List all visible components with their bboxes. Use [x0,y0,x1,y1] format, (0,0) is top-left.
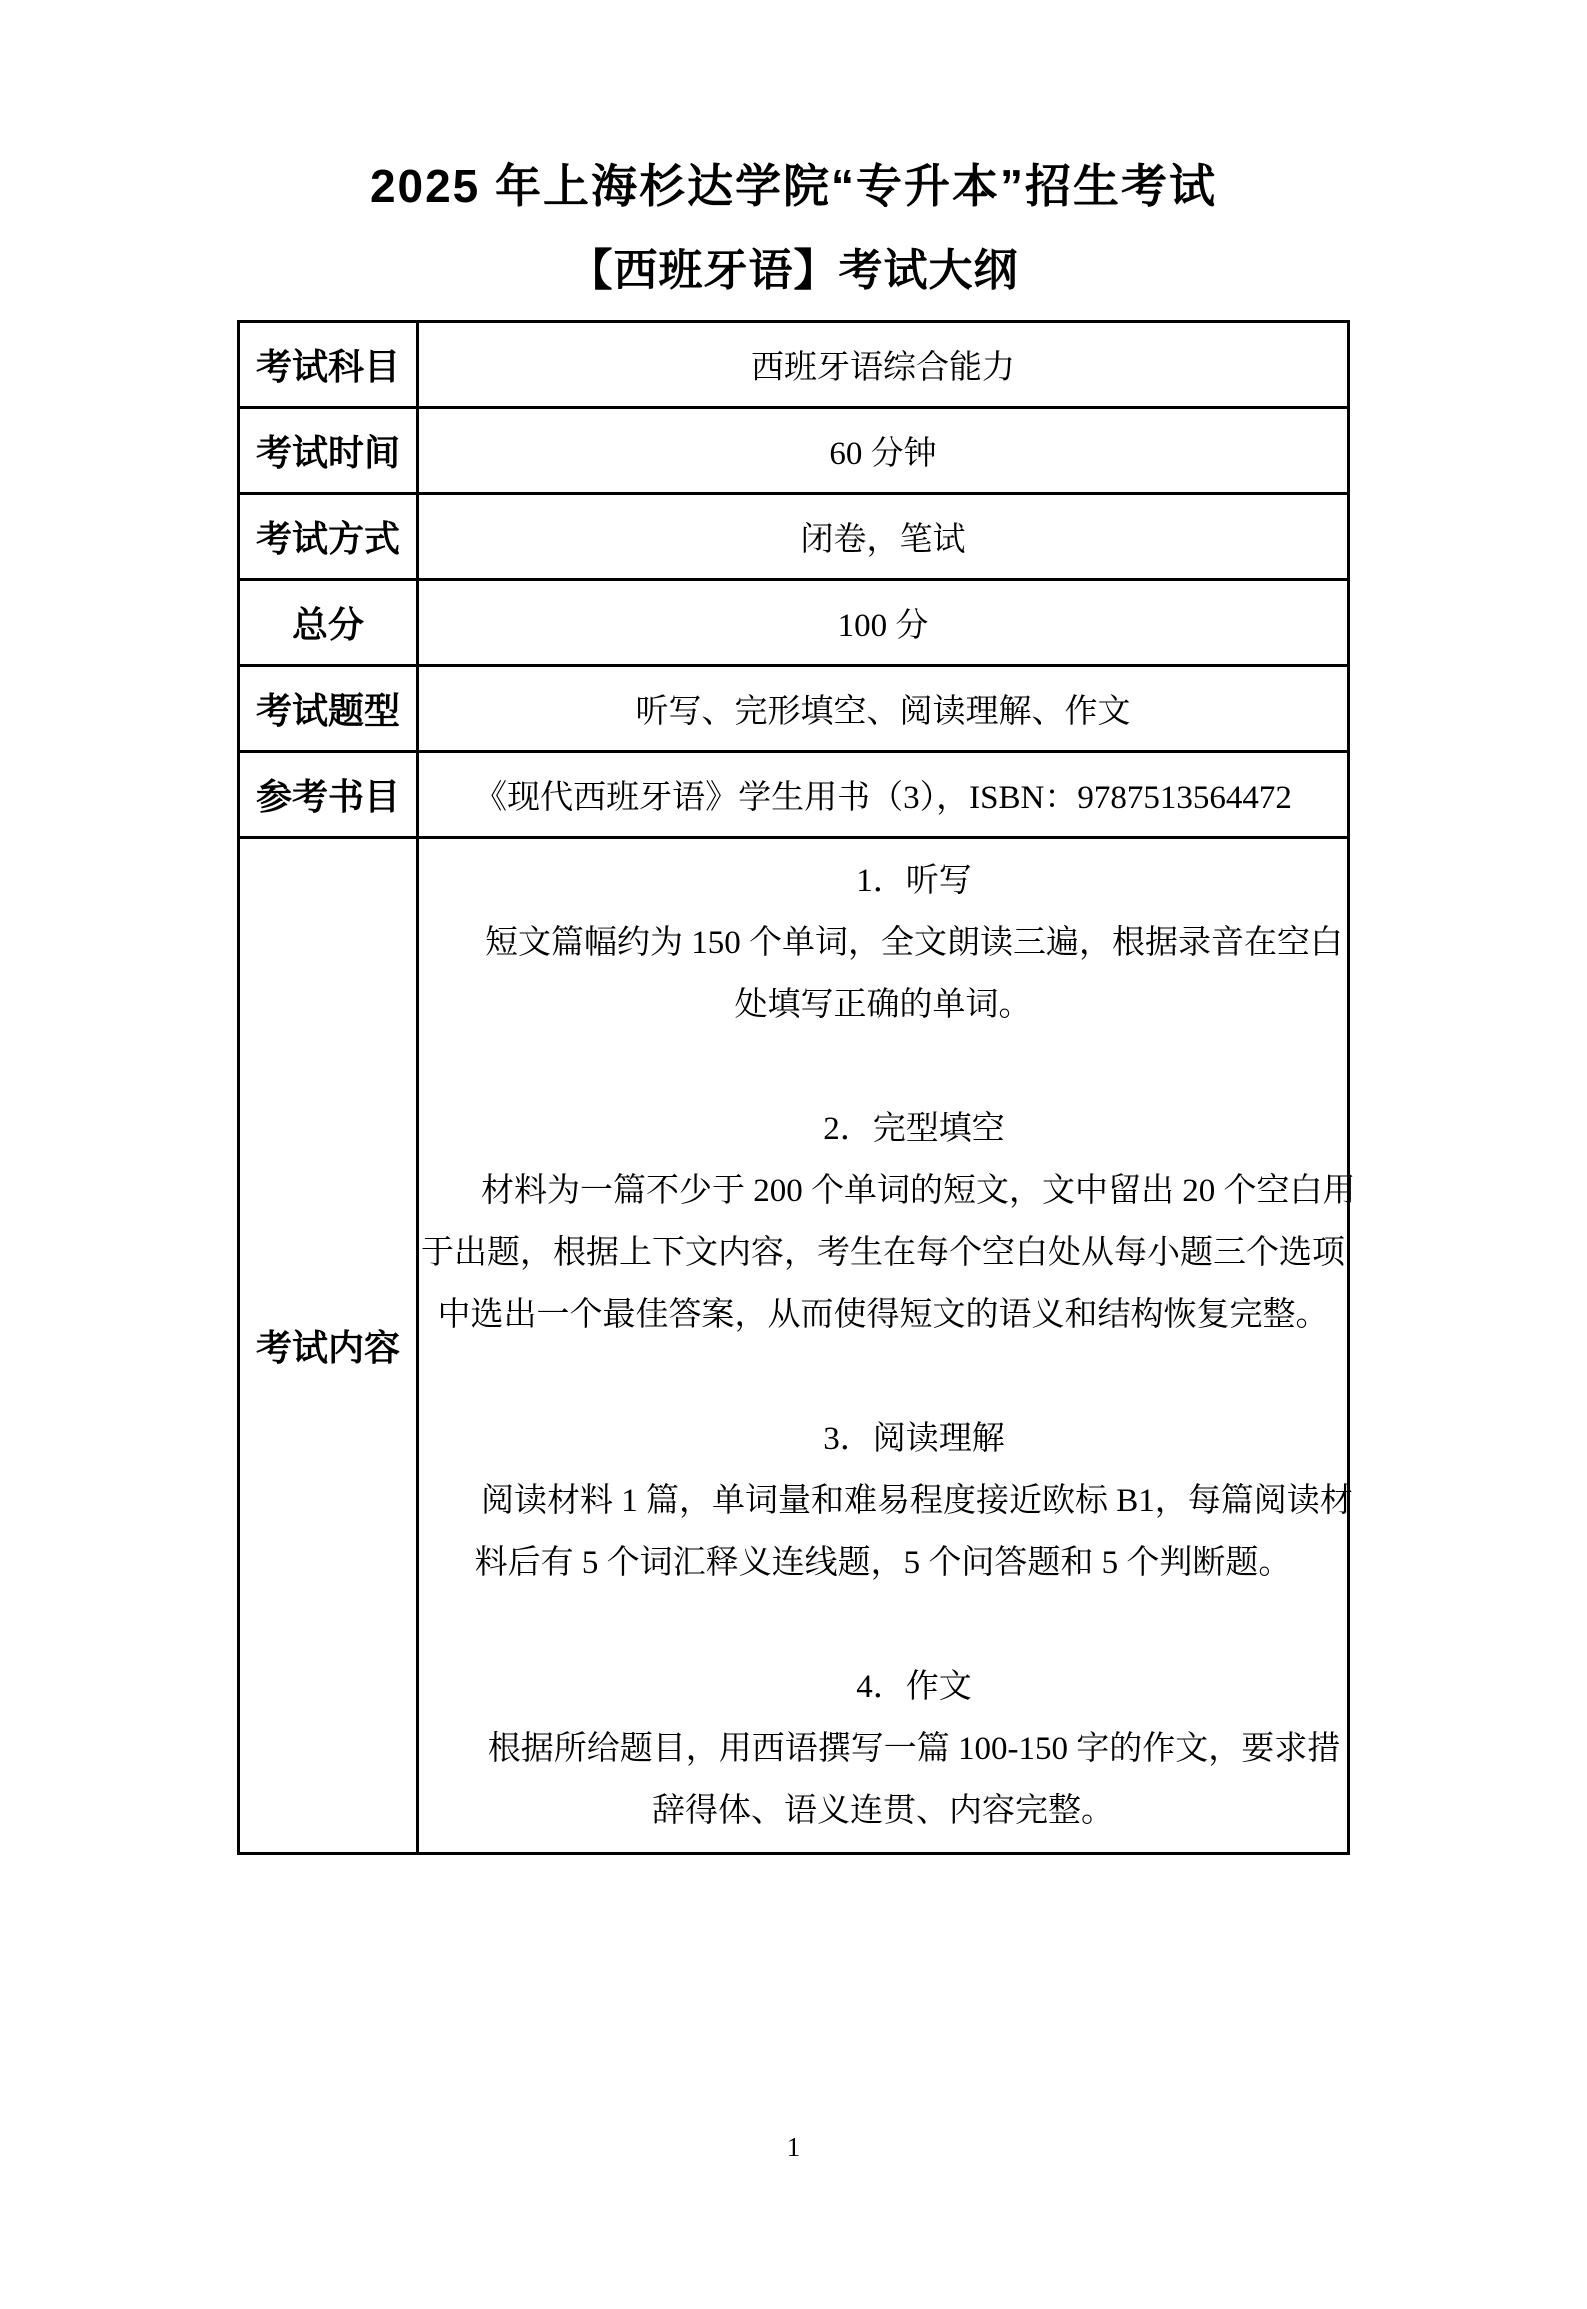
table-row-total-score [239,580,1349,666]
blank-line [419,1346,1347,1408]
exam-content-cell [418,838,1356,1854]
row-label-reference-books: 参考书目 [239,752,418,838]
section-4-heading: 4．作文 [856,1668,972,1705]
row-value-total-score: 100 分 [418,580,1349,666]
table-row-duration [239,408,1349,494]
row-value-subject: 西班牙语综合能力 [418,322,1349,408]
row-value-question-types: 听写、完形填空、阅读理解、作文 [418,666,1349,752]
table-row-format [239,494,1349,580]
row-label-subject: 考试科目 [239,322,418,408]
exam-info-table [237,320,1356,1855]
section-1-line: 处填写正确的单词。 [734,986,1032,1023]
row-label-total-score: 总分 [239,580,418,666]
table-row-exam-content [239,838,1349,1854]
section-2-heading: 2．完型填空 [823,1110,1005,1147]
section-3-line: 料后有 5 个词汇释义连线题，5 个问答题和 5 个判断题。 [474,1544,1292,1581]
section-3-heading: 3．阅读理解 [823,1420,1005,1457]
row-label-duration: 考试时间 [239,408,418,494]
section-4-line: 根据所给题目，用西语撰写一篇 100-150 字的作文，要求措 [487,1730,1341,1767]
section-3-line: 阅读材料 1 篇，单词量和难易程度接近欧标 B1，每篇阅读材 [481,1482,1353,1519]
row-label-question-types: 考试题型 [239,666,418,752]
doc-title-line1: 2025 年上海杉达学院“专升本”招生考试 [369,160,1218,212]
row-value-format: 闭卷，笔试 [418,494,1349,580]
table-row-reference-books [239,752,1349,838]
section-1-heading: 1．听写 [856,862,972,899]
table-row-subject [239,322,1349,408]
doc-title-line2: 【西班牙语】考试大纲 [568,246,1019,295]
row-value-reference-books: 《现代西班牙语》学生用书（3），ISBN：9787513564472 [418,752,1349,838]
section-2-line: 于出题，根据上下文内容，考生在每个空白处从每小题三个选项 [421,1234,1345,1271]
table-row-question-types [239,666,1349,752]
row-label-format: 考试方式 [239,494,418,580]
blank-line [419,1036,1347,1098]
page-number: 1 [786,2132,801,2162]
blank-line [419,1594,1347,1656]
section-2-line: 中选出一个最佳答案，从而使得短文的语义和结构恢复完整。 [437,1296,1329,1333]
section-4-line: 辞得体、语义连贯、内容完整。 [652,1792,1114,1829]
row-value-duration: 60 分钟 [418,408,1349,494]
row-label-exam-content: 考试内容 [239,838,418,1854]
section-1-line: 短文篇幅约为 150 个单词，全文朗读三遍，根据录音在空白 [485,924,1343,961]
section-2-line: 材料为一篇不少于 200 个单词的短文，文中留出 20 个空白用 [481,1172,1356,1209]
